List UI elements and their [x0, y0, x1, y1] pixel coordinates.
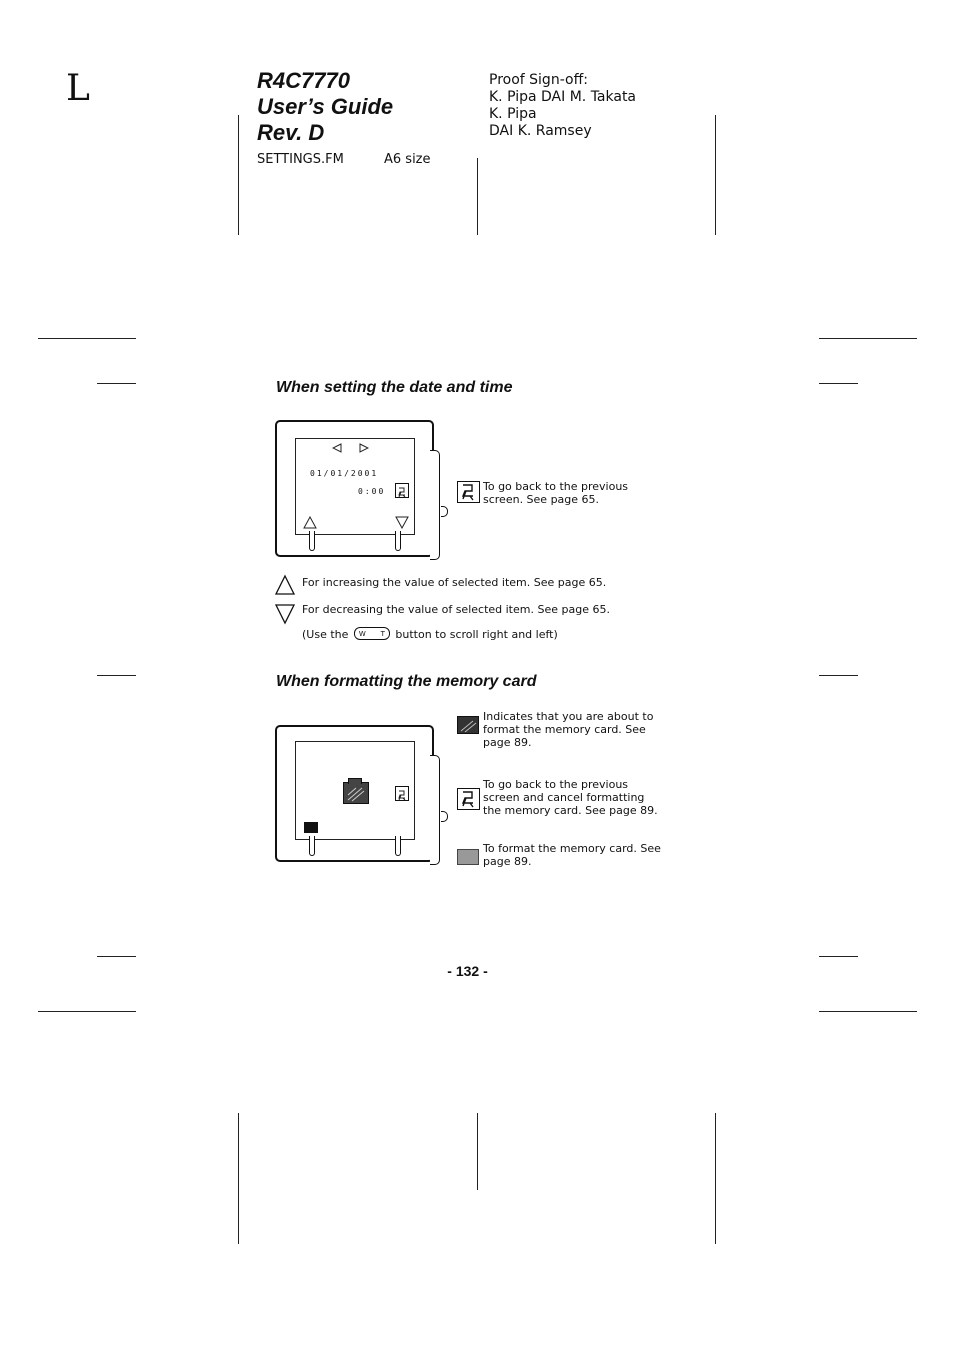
camera-leg [309, 836, 315, 856]
format-button-icon [304, 822, 318, 833]
proof-line-1: K. Pipa DAI M. Takata [489, 89, 637, 105]
proof-line-2: K. Pipa [489, 106, 537, 122]
proof-line-3: DAI K. Ramsey [489, 123, 592, 139]
indicate-description: Indicates that you are about to format the memory card. See page 89. [483, 710, 654, 749]
right-arrow-icon [359, 443, 369, 453]
camera-side-panel [430, 450, 440, 560]
section-title-format: When formatting the memory card [276, 673, 537, 690]
title-line-1: R4C7770 [257, 68, 350, 93]
lcd-screen [295, 741, 415, 840]
crop-mark [477, 1113, 478, 1190]
memory-card-icon [343, 782, 369, 804]
proof-title: Proof Sign-off: [489, 72, 588, 88]
back-person-icon [395, 786, 409, 801]
back-person-icon [457, 481, 480, 503]
camera-button-nub [441, 811, 448, 822]
zoom-w-label: W [358, 630, 366, 638]
crop-mark [38, 1011, 136, 1012]
zoom-t-label: T [380, 630, 385, 638]
crop-mark [819, 956, 858, 957]
filename: SETTINGS.FM [257, 152, 344, 167]
page-size: A6 size [384, 152, 431, 167]
scroll-note [302, 627, 558, 641]
page-number: - 132 - [447, 963, 488, 979]
memory-card-icon [457, 716, 479, 734]
back-description: To go back to the previous screen. See page 65. [483, 480, 629, 506]
crop-mark [819, 675, 858, 676]
back-person-icon [457, 788, 480, 810]
down-description: For decreasing the value of selected item. See page 65. [302, 603, 610, 616]
back-person-icon [395, 483, 409, 498]
scroll-suffix: button to scroll right and left) [395, 628, 558, 641]
zoom-wt-button-icon [354, 627, 390, 640]
crop-mark [97, 675, 136, 676]
camera-diagram-date [275, 420, 434, 557]
scroll-prefix: (Use the [302, 628, 349, 641]
camera-leg [309, 531, 315, 551]
section-title-date: When setting the date and time [276, 379, 513, 396]
crop-mark [97, 956, 136, 957]
title-line-2: User’s Guide [257, 94, 394, 119]
crop-mark [238, 115, 239, 235]
camera-side-panel [430, 755, 440, 865]
lcd-screen [295, 438, 415, 535]
crop-mark [97, 383, 136, 384]
crop-mark [715, 115, 716, 235]
down-triangle-icon [395, 516, 409, 529]
camera-diagram-format [275, 725, 434, 862]
format-description: To format the memory card. See page 89. [483, 842, 661, 868]
crop-mark [38, 338, 136, 339]
title-line-3: Rev. D [257, 120, 325, 145]
up-triangle-icon [303, 516, 317, 529]
camera-leg [395, 836, 401, 856]
up-description: For increasing the value of selected item. See page 65. [302, 576, 607, 589]
lcd-date: 01/01/2001 [310, 469, 379, 478]
crop-mark [819, 1011, 917, 1012]
crop-mark [477, 158, 478, 235]
lcd-time: 0:00 [358, 487, 386, 496]
camera-button-nub [441, 506, 448, 517]
up-triangle-icon [274, 574, 296, 596]
camera-leg [395, 531, 401, 551]
proof-signoff [489, 72, 636, 140]
corner-letter: L [66, 68, 90, 109]
document-title [257, 68, 393, 146]
left-arrow-icon [332, 443, 342, 453]
format-button-icon [457, 849, 479, 865]
back-cancel-description: To go back to the previous screen and cancel formatting the memory card. See page 89. [483, 778, 658, 817]
crop-mark [819, 338, 917, 339]
crop-mark [238, 1113, 239, 1244]
crop-mark [819, 383, 858, 384]
crop-mark [715, 1113, 716, 1244]
down-triangle-icon [274, 603, 296, 625]
